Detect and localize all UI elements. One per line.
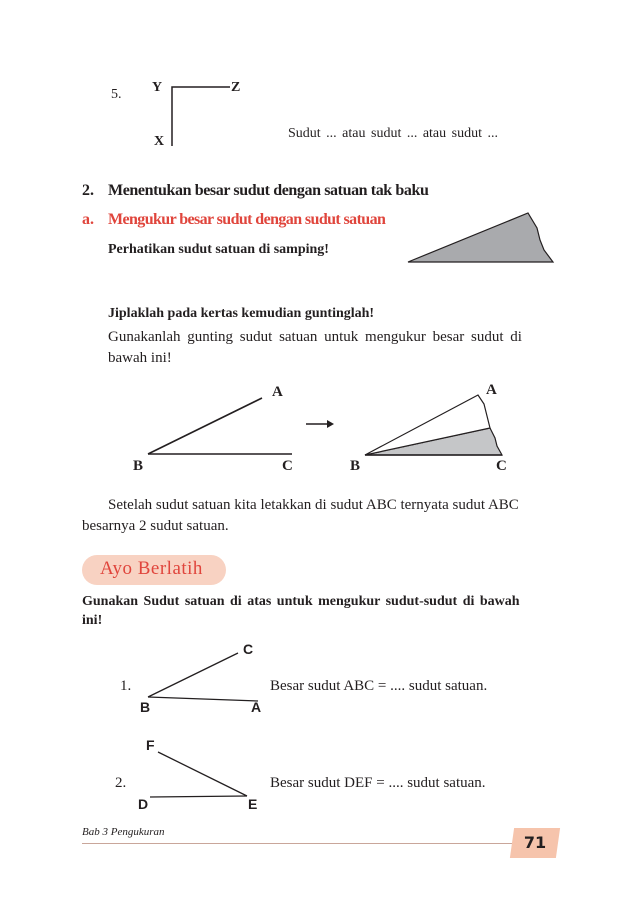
practice-item-1-point-a: A: [251, 699, 262, 715]
practice-item-1-number: 1.: [120, 678, 132, 694]
section-number: 2.: [82, 182, 94, 199]
right-label-b: B: [350, 458, 361, 474]
conclusion-line2: besarnya 2 sudut satuan.: [82, 518, 229, 534]
practice-item-2-text: Besar sudut DEF = .... sudut satuan.: [270, 775, 486, 791]
left-label-c: C: [282, 458, 293, 474]
practice-item-2-point-f: F: [146, 737, 155, 753]
instruction-use-line2: bawah ini!: [108, 350, 172, 366]
section-title: Menentukan besar sudut dengan satuan tak baku: [108, 182, 429, 199]
left-label-b: B: [133, 458, 144, 474]
point-label-z: Z: [231, 80, 241, 95]
conclusion-line1: Setelah sudut satuan kita letakkan di sudut ABC ternyata sudut ABC: [108, 497, 519, 513]
practice-item-2-number: 2.: [115, 775, 127, 791]
practice-item-1-text: Besar sudut ABC = .... sudut satuan.: [270, 678, 488, 694]
right-label-c: C: [496, 458, 507, 474]
practice-badge-label: Ayo Berlatih: [100, 558, 203, 579]
instruction-trace: Jiplaklah pada kertas kemudian guntinglah!: [108, 306, 375, 321]
instruction-observe: Perhatikan sudut satuan di samping!: [108, 242, 329, 257]
right-label-a: A: [486, 382, 497, 398]
practice-item-1-point-c: C: [243, 641, 254, 657]
practice-item-2-point-d: D: [138, 796, 149, 812]
point-label-y: Y: [152, 80, 163, 95]
page-number-tab: [510, 828, 560, 858]
practice-item-1-point-b: B: [140, 699, 151, 715]
point-label-x: X: [154, 134, 165, 149]
instruction-use-line1: Gunakanlah gunting sudut satuan untuk mengukur besar sudut di: [108, 329, 522, 345]
left-label-a: A: [272, 384, 283, 400]
footer-chapter: Bab 3 Pengukuran: [82, 826, 165, 838]
exercise-5-answer: Sudut ... atau sudut ... atau sudut ...: [288, 126, 498, 141]
subsection-title: Mengukur besar sudut dengan sudut satuan: [108, 211, 386, 228]
subsection-letter: a.: [82, 211, 94, 228]
practice-item-2-point-e: E: [248, 796, 258, 812]
practice-instruction-line1: Gunakan Sudut satuan di atas untuk mengukur sudut-sudut di bawah: [82, 594, 520, 609]
page-number: 71: [523, 833, 547, 852]
footer-divider: [82, 843, 512, 844]
practice-instruction-line2: ini!: [82, 613, 103, 628]
exercise-5-number: 5.: [111, 87, 122, 102]
